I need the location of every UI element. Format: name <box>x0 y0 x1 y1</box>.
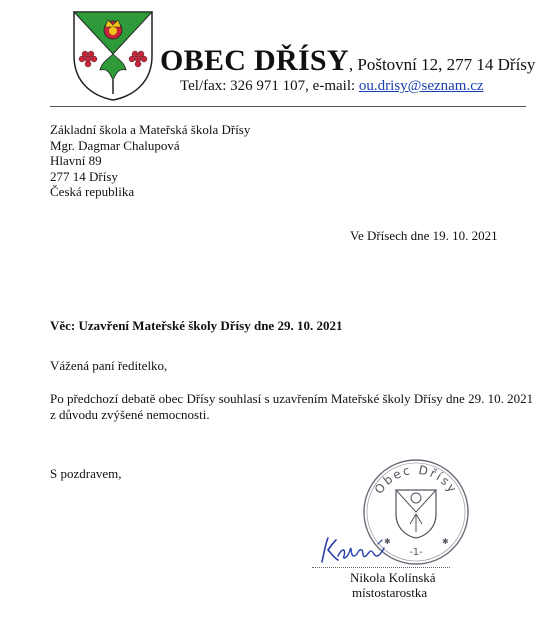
stamp-number: -1- <box>409 547 423 558</box>
signer-title: místostarostka <box>352 585 428 600</box>
salutation: Vážená paní ředitelko, <box>50 358 168 373</box>
letterhead-divider <box>50 106 526 107</box>
coat-of-arms-icon <box>72 10 154 102</box>
contact-line <box>180 78 484 95</box>
place-date: Ve Dřísech dne 19. 10. 2021 <box>350 228 498 243</box>
recipient-line: Česká republika <box>50 184 135 199</box>
letter-body <box>50 391 540 423</box>
recipient-line: Základní škola a Mateřská škola Dřísy <box>50 122 251 137</box>
letterhead-title <box>160 44 535 78</box>
star-icon: ✱ <box>442 537 449 546</box>
body-line: Po předchozí debatě obec Dřísy souhlasí s uzavřením Mateřské školy Dřísy dne 29. 10. 2021 <box>50 391 534 406</box>
signer-name: Nikola Kolínská <box>350 570 436 585</box>
recipient-line: Hlavní 89 <box>50 153 102 168</box>
subject-line: Věc: Uzavření Mateřské školy Dřísy dne 29. 10. 2021 <box>50 318 343 333</box>
org-address: , Poštovní 12, 277 14 Dřísy <box>348 55 536 74</box>
star-icon: ✱ <box>384 537 391 546</box>
handwritten-signature <box>318 534 390 566</box>
closing: S pozdravem, <box>50 466 122 481</box>
stamp-text: Obec Dřísy <box>371 462 461 497</box>
org-name: OBEC DŘÍSY <box>160 44 349 77</box>
email-link[interactable]: ou.drisy@seznam.cz <box>358 78 484 94</box>
recipient-line: Mgr. Dagmar Chalupová <box>50 137 180 153</box>
recipient-address <box>50 122 250 200</box>
contact-prefix: Tel/fax: 326 971 107, e-mail: <box>180 78 359 94</box>
body-line: z důvodu zvýšené nemocnosti. <box>50 407 210 422</box>
signature-line <box>312 567 450 568</box>
signer-block <box>350 570 436 600</box>
recipient-line: 277 14 Dřísy <box>50 168 118 184</box>
